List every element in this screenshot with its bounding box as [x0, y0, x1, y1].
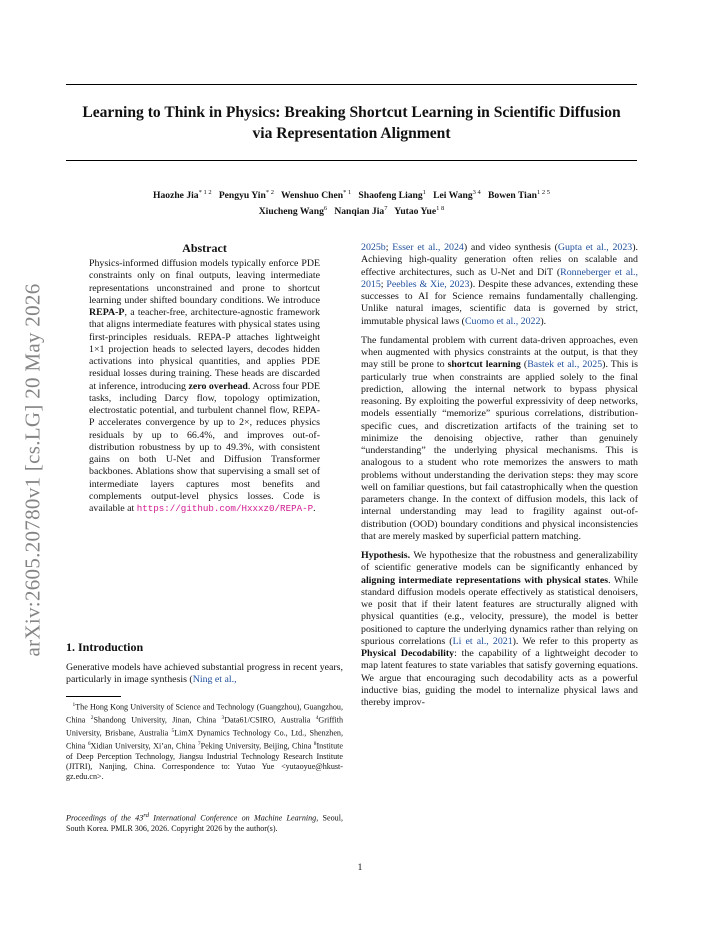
- citation-link[interactable]: Li et al., 2021: [452, 635, 513, 647]
- author: Nanqian Jia$^7$: [334, 205, 388, 218]
- title-line-2: via Representation Alignment: [252, 125, 451, 142]
- citation-link[interactable]: Esser et al., 2024: [392, 242, 464, 253]
- author: Wenshuo Chen$^{* 1}$: [280, 189, 352, 202]
- author-list: [66, 186, 637, 218]
- footnote-rule: [66, 696, 121, 697]
- author: Xiucheng Wang$^6$: [258, 205, 328, 218]
- title-rule-top: [66, 84, 637, 85]
- abstract-heading: Abstract: [182, 241, 227, 255]
- title-rule-bottom: [66, 160, 637, 161]
- affiliation-footnotes: [66, 700, 343, 782]
- citation-link[interactable]: Ronneberger et al., 2015: [361, 266, 638, 290]
- paragraph: The fundamental problem with current data-driven approaches, even when augmented with physics constraints at the output, is that they may still be prone to shortcut learning (Bastek et al., 2025). This is particularly true when constraints are applied solely to the final prediction, allowing the internal network to bypass physical reasoning. By exploiting the powerful expressivity of deep networks, models essentially “memorize” spurious correlations, distribution-specific cues, and discretization artifacts of the training set to minimize the denoising objective, rather than genuinely “understanding” the underlying physical mechanisms. This is analogous to a student who rote memorizes the answers to math problems without understanding the derivation steps: they may score well on familiar questions, but fail catastrophically when the question parameters change. In the context of diffusion models, this lack of internal understanding may lead to fragility against out-of-distribution (OOD) boundary conditions and physical inconsistencies that are merely masked by superficial pattern matching.: [361, 334, 638, 542]
- citation-link[interactable]: Cuomo et al., 2022: [464, 315, 541, 327]
- citation-link[interactable]: Bastek et al., 2025: [527, 359, 603, 371]
- citation-link[interactable]: Gupta et al., 2023: [557, 242, 633, 253]
- citation-link[interactable]: 2025b: [361, 242, 386, 253]
- paper-title: [66, 102, 637, 144]
- abstract-text: Physics-informed diffusion models typically enforce PDE constraints only on final outputs, leaving intermediate representations unconstrained and prone to shortcut learning under shifted boundary conditions. We introduce REPA-P, a teacher-free, architecture-agnostic framework that aligns intermediate features with physical states using first-principles residuals. REPA-P attaches lightweight 1×1 projection heads to selected layers, decodes hidden activations into physical quantities, and applies PDE residual losses during training. These heads are discarded at inference, introducing zero overhead. Across four PDE tasks, including Darcy flow, topology optimization, electrostatic potential, and turbulent channel flow, REPA-P accelerates convergence by up to 2×, reduces physics residuals by up to 66.4%, and improves out-of-distribution robustness by up to 49.3%, with consistent gains on both U-Net and Diffusion Transformer backbones. Ablations show that supervising a small set of intermediate layers captures most benefits and complements output-level physics losses. Code is available at https://github.com/Hxxxz0/REPA-P.: [89, 258, 320, 514]
- citation-link[interactable]: Ning et al.,: [192, 674, 237, 686]
- section-heading: 1. Introduction: [66, 640, 144, 654]
- proceedings-note: Proceedings of the 43rd International Conference on Machine Learning, Seoul, South Korea. PMLR 306, 2026. Copyright 2026 by the author(s).: [66, 812, 343, 833]
- author: Shaofeng Liang$^1$: [358, 189, 426, 202]
- footnote-text: $^1$The Hong Kong University of Science and Technology (Guangzhou), Guangzhou, China $^2$Shandong University, Jinan, China $^3$Data61/CSIRO, Australia $^4$Griffith University, Brisbane, Australia $^5$LimX Dynamics Technology Co., Ltd., Shenzhen, China $^6$Xidian University, Xi’an, China $^7$Peking University, Beijing, China $^8$Institute of Deep Perception Technology, Jiangsu Industrial Technology Research Institute (JITRI), Nanjing, China. Correspondence to: Yutao Yue <yutaoyue@hkust-gz.edu.cn>.: [66, 702, 344, 781]
- author: Haozhe Jia$^{* 1 2}$: [153, 189, 212, 202]
- code-link[interactable]: https://github.com/Hxxxz0/REPA-P: [136, 503, 314, 514]
- intro-text: Generative models have achieved substantial progress in recent years, particularly in image synthesis (Ning et al.,: [66, 662, 343, 686]
- paragraph: Hypothesis. We hypothesize that the robustness and generalizability of scientific generative models can be significantly enhanced by aligning intermediate representations with physical states. While standard diffusion models operate effectively as statistical denoisers, we posit that if their latent features are structurally aligned with physical quantities (e.g., velocity, pressure), the model is better positioned to capture the underlying dynamics rather than relying on spurious correlations (Li et al., 2021). We refer to this property as Physical Decodability: the capability of a lightweight decoder to map latent features to state variables that satisfy governing equations. We argue that encouraging such decodability acts as a powerful inductive bias, guiding the model to internalize physical laws and thereby improv-: [361, 550, 639, 708]
- citation-link[interactable]: Peebles & Xie, 2023: [386, 278, 470, 290]
- introduction-section: [66, 640, 343, 687]
- author: Yutao Yue$^{1 8}$: [394, 205, 445, 218]
- page-number: 1: [357, 862, 363, 873]
- right-column: [361, 242, 638, 716]
- author: Lei Wang$^{3 4}$: [433, 189, 481, 202]
- paragraph: 2025b; Esser et al., 2024) and video synthesis (Gupta et al., 2023). Achieving high-quality generation often relies on scalable and effective architectures, such as U-Net and DiT (Ronneberger et al., 2015; Peebles & Xie, 2023). Despite these advances, extending these successes to AI for Science remains fundamentally challenging. Unlike natural images, scientific data is governed by strict, immutable physical laws (Cuomo et al., 2022).: [361, 242, 638, 327]
- arxiv-identifier: arXiv:2605.20780v1 [cs.LG] 20 May 2026: [20, 283, 45, 657]
- author: Bowen Tian$^{1 2 5}$: [488, 189, 550, 202]
- abstract-section: [89, 241, 320, 515]
- title-line-1: Learning to Think in Physics: Breaking Shortcut Learning in Scientific Diffusion: [82, 104, 621, 121]
- author: Pengyu Yin$^{* 2}$: [218, 189, 274, 202]
